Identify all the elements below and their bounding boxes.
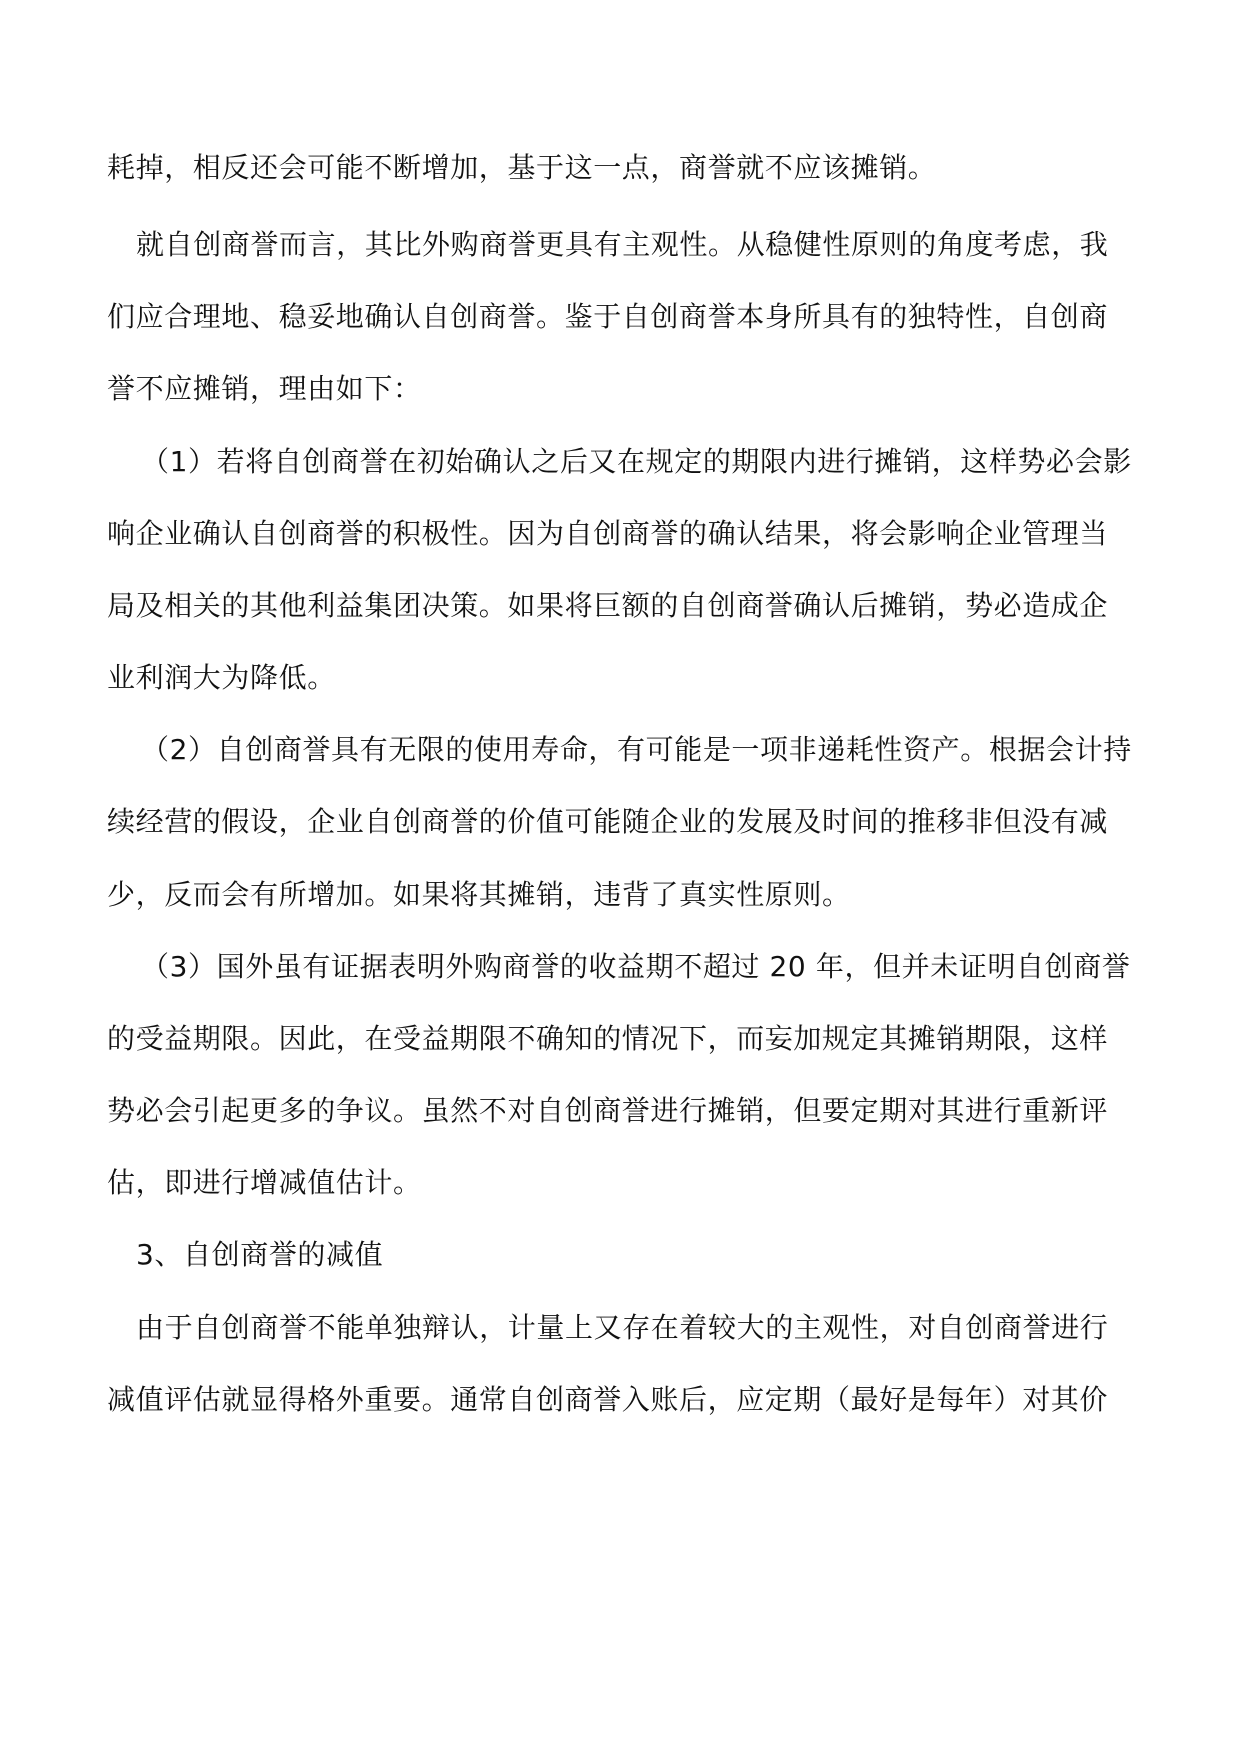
paragraph-line: 减值评估就显得格外重要。通常自创商誉入账后，应定期（最好是每年）对其价 [107,1383,1109,1416]
paragraph-line: 由于自创商誉不能单独辩认，计量上又存在着较大的主观性，对自创商誉进行 [136,1311,1109,1344]
paragraph-line: 的受益期限。因此，在受益期限不确知的情况下，而妄加规定其摊销期限，这样 [107,1022,1109,1055]
paragraph-line: 耗掉，相反还会可能不断增加，基于这一点，商誉就不应该摊销。 [107,151,937,184]
paragraph-line: 少，反而会有所增加。如果将其摊销，违背了真实性原则。 [107,878,851,911]
paragraph-line: 续经营的假设，企业自创商誉的价值可能随企业的发展及时间的推移非但没有减 [107,805,1109,838]
paragraph-line: 誉不应摊销，理由如下： [107,372,422,405]
paragraph-line: 势必会引起更多的争议。虽然不对自创商誉进行摊销，但要定期对其进行重新评 [107,1094,1109,1127]
list-item-line: （3）国外虽有证据表明外购商誉的收益期不超过 20 年，但并未证明自创商誉 [141,950,1131,983]
paragraph-line: 们应合理地、稳妥地确认自创商誉。鉴于自创商誉本身所具有的独特性，自创商 [107,300,1109,333]
paragraph-line: 局及相关的其他利益集团决策。如果将巨额的自创商誉确认后摊销，势必造成企 [107,589,1109,622]
paragraph-line: 业利润大为降低。 [107,661,336,694]
list-item-line: （1）若将自创商誉在初始确认之后又在规定的期限内进行摊销，这样势必会影 [141,445,1132,478]
paragraph-line: 就自创商誉而言，其比外购商誉更具有主观性。从稳健性原则的角度考虑，我 [136,228,1109,261]
paragraph-line: 估，即进行增减值估计。 [107,1166,422,1199]
list-item-line: （2）自创商誉具有无限的使用寿命，有可能是一项非递耗性资产。根据会计持 [141,733,1132,766]
paragraph-line: 响企业确认自创商誉的积极性。因为自创商誉的确认结果，将会影响企业管理当 [107,517,1109,550]
section-heading: 3、自创商誉的减值 [136,1238,384,1271]
